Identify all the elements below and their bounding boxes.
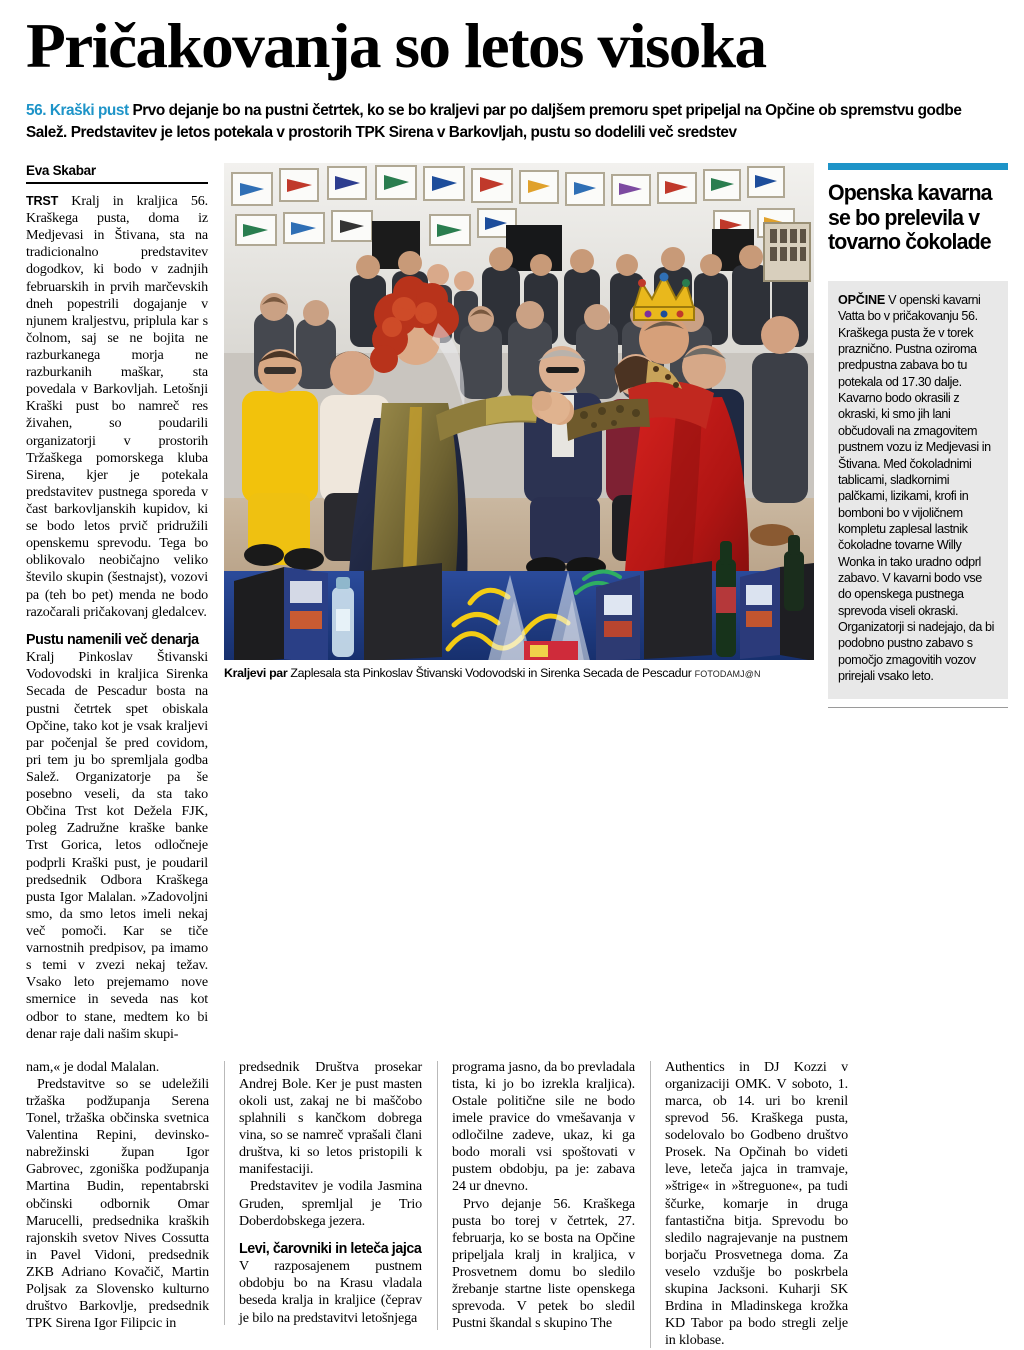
continuation-column-1 [26,1059,209,1333]
sidebar-accent-bar [828,163,1008,170]
caption-lead: Kraljevi par [224,666,288,681]
paragraph-c3a: programa jasno, da bo prevladala tista, ki jo bo izrekla kraljica). Ostale politične sile ne bodo imele pravice do vmešavanja v odločilne zadeve, ukaz, ki ga bodo morali vsi spoštovati v pustem obdobju, pa je: zabava 24 ur dnevno. [452,1058,635,1195]
dateline: TRST [26,194,59,209]
column-lead [26,163,208,1043]
standfirst-text: Prvo dejanje bo na pustni četrtek, ko se bo kraljevi par po daljšem premoru spet pripeljal na Opčine ob spremstvu godbe Salež. Predstavitev je letos potekala v prostorih TPK Sirena v Barkovljah, pustu so dodelili več sredstev [26,102,962,141]
continuation-column-4 [650,1059,848,1350]
paragraph-c1b: Predstavitve so se udeležili tržaška podžupanja Serena Tonel, tržaška občinska svetnica Valentina Repini, devinsko-nabrežinski župan Igor Gabrovec, zgoniška podžupanja Martina Budin, repentabrski občinski odbornik Omar Marucelli, predsednika kraških rajonskih svetov Nives Cossutta in Pavel Vidoni, predsednik ZKB Adriano Kovačič, Martin Poljsak za Slovensko kulturno društvo Barkovlje, predsednik TPK Sirena Igor Filipcic in [26,1075,209,1332]
continuation-grid [26,1059,998,1350]
sidebar-dateline: OPČINE [838,292,886,307]
subheading-levi: Levi, čarovniki in leteča jajca [239,1240,422,1257]
standfirst [26,100,983,143]
paragraph-lead [26,193,208,621]
sidebar-column [828,163,1008,708]
page-title: Pričakovanja so letos visoka [26,10,766,81]
paragraph-c2c: V razposajenem pustnem obdobju bo na Krasu vladala beseda kralja in kraljice (čeprav je bilo na predstavitvi letošnjega [239,1258,422,1326]
lead-body [26,193,208,1043]
main-grid [26,163,998,1043]
photo-caption [224,666,814,681]
byline: Eva Skabar [26,163,96,179]
subheading-money: Pustu namenili več denarja [26,631,199,648]
paragraph-c2a: predsednik Društva prosekar Andrej Bole. Ker je pust masten okoli ust, zakaj ne bi maščobo splahnili s kančkom dobrega vina, so se namreč vprašali člani društva, ki so letos pristopili k manifestaciji. [239,1058,422,1178]
caption-text: Zaplesala sta Pinkoslav Štivanski Vodovodski in Sirenka Secada de Pescadur [287,666,695,681]
continuation-column-3 [437,1059,635,1333]
lead-text: Kralj in kraljica 56. Kraškega pusta, doma iz Medjevasi in Štivana, sta na tradicionalno predstavitev dogodkov, ki bodo v zadnjih februarskih in prvih marčevskih dneh popestrili dogajanje v njunem kraljestvu, priplula kar s čolnom, saj se ne bojita ne razburkanega morja ne razburkanih maškar, sta povedala v Barkovljah. Letošnji Kraški pust bo namreč res živahen, so poudarili organizatorji v prostorih Tržaškega pomorskega kluba Sirena, kjer je potekala predstavitev pustnega sporeda v čast barkovljanskih kupidov, ki se bodo letos prvič pridružili openskemu sprevodu. Tega bo oblikovalo neobičajno veliko število skupin (šestnajst), vozovi pa (teh bo pet) menda ne bodo razočarali pričakovanj gledalcev. [26,193,208,620]
paragraph-c2b: Predstavitev je vodila Jasmina Gruden, spremljal je Trio Doberdobskega jezera. [239,1178,422,1229]
sidebar-box [828,281,1008,699]
paragraph-c4: Authentics in DJ Kozzi v organizaciji OMK. V soboto, 1. marca, ob 14. uri bo krenil sprevod 56. Kraškega pusta, sodelovalo bo Godbeno društvo Prosek. Na Opčinah bo videti leve, leteča jajca in tramvaje, »štrige« in »štreguone«, pa tudi ščurke, komarje in druga fantastična bitja. Sprevodu bo sledilo nagrajevanje na pustnem borjaču Prosvetnega doma. Za veselo vzdušje bo poskrbela skupina Jacksoni. Kuharji SK Brdina in Mladinskega krožka KD Tabor pa bodo stregli zelje in klobase. [665,1058,848,1349]
sidebar-bottom-rule [828,707,1008,708]
article-photo [224,163,814,660]
sidebar-title: Openska kavarna se bo prelevila v tovarno čokolade [828,180,992,255]
newspaper-page [0,10,1024,1349]
continuation-column-2 [224,1059,422,1327]
paragraph-c3b: Prvo dejanje 56. Kraškega pusta bo torej v četrtek, 27. februarja, ko se bosta na Opčine pripeljala kralj in kraljica, v Prosvetnem domu bo sledilo žrebanje startne liste openskega sprevoda. V petek bo sledil Pustni škandal s skupino The [452,1195,635,1332]
sidebar-text: V openski kavarni Vatta bo v pričakovanju 56. Kraškega pusta že v torek praznično. Pustna oziroma predpustna zabava bo tu potekala od 17.30 dalje. Kavarno bodo okrasili z okraski, ki smo jih lani občudovali na zmagovitem pustnem vozu iz Medjevasi in Štivana. Med čokoladnimi tablicami, sladkornimi palčkami, lizikami, krofi in bomboni bo v vijoličnem kompletu zaplesal lastnik čokoladne tovarne Willy Wonka in tako uradno odprl zabavo. V kavarni bodo vse do openskega pustnega sprevoda viseli okraski. Organizatorji si nadejajo, da bi podobno pustno zabavo s pomočjo zmagovitih vozov prirejali vsako leto. [838,292,994,684]
kicker-label: 56. Kraški pust [26,102,129,119]
byline-rule [26,182,208,184]
photo-column [224,163,814,681]
sidebar-body [838,292,998,685]
paragraph-money: Kralj Pinkoslav Štivanski Vodovodski in kraljica Sirenka Secada de Pescadur bosta na pustni četrtek spet obiskala Opčine, tako kot je vsak kraljevi par počenjal še pred covidom, pri tem ju bo spremljala godba Salež. Organizatorje pa še posebno veseli, da sta tako Občina Trst kot Dežela FJK, poleg Zadružne kraške banke Trst Gorica, letos odločneje podprli Kraški pust, je poudaril predsednik Odbora Kraškega pusta Igor Malalan. »Zadovoljni smo, da smo letos imeli nekaj več pomoči. Kar se tiče varnostnih predpisov, pa imamo s temi v zvezi nekaj težav. Vsako leto prejemamo nove smernice in seveda nas kot odbor to stane, medtem ko bi denar raje dali našim skupi- [26,649,208,1042]
paragraph-c1a: nam,« je dodal Malalan. [26,1058,160,1075]
photo-credit: FOTODAMJ@N [694,669,761,680]
